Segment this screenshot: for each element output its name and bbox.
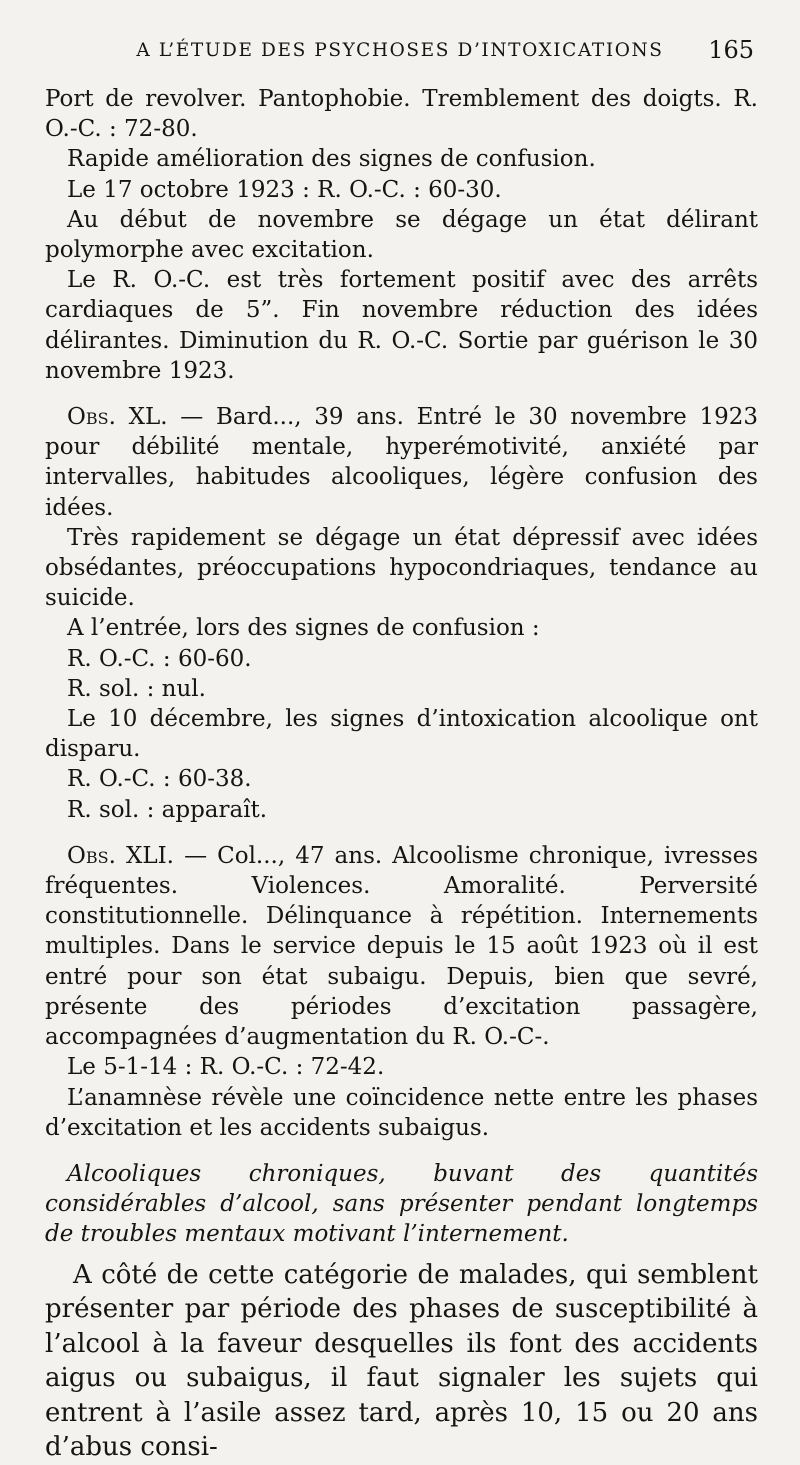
paragraph: Au début de novembre se dégage un état délirant polymorphe avec excitation. (45, 206, 758, 264)
paragraph: Le 17 octobre 1923 : R. O.-C. : 60-30. (67, 176, 502, 203)
large-paragraph-block (45, 1258, 758, 1465)
paragraph: — Col..., 47 ans. Alcoolisme chronique, ivresses fréquentes. Violences. Amoralité. Perversité constitutionnelle. Délinquance à répétition. Internements multiples. Dans le service depuis le 15 août 1923 où il est entré pour son état subaigu. Depuis, bien que sevré, présente des périodes d’excitation passagère, accompagnées d’augmentation du R. O.-C-. (45, 842, 758, 1051)
running-title: A L’ÉTUDE DES PSYCHOSES D’INTOXICATIONS (136, 40, 664, 61)
page-number: 165 (708, 36, 754, 64)
paragraph: R. O.-C. : 60-60. (67, 645, 252, 672)
body-text (45, 84, 758, 1465)
paragraph: Rapide amélioration des signes de confusion. (67, 146, 596, 173)
paragraph: R. sol. : nul. (67, 675, 206, 702)
paragraph: A côté de cette catégorie de malades, qui semblent présenter par période des phases de susceptibilité à l’alcool à la faveur desquelles ils font des accidents aigus ou subaigus, il faut signaler les sujets qui entrent à l’asile assez tard, après 10, 15 ou 20 ans d’abus consi- (45, 1259, 758, 1463)
paragraph: L’anamnèse révèle une coïncidence nette entre les phases d’excitation et les accidents subaigus. (45, 1084, 758, 1141)
page-header (0, 36, 800, 70)
paragraph: Le 10 décembre, les signes d’intoxication alcoolique ont disparu. (45, 706, 758, 763)
paragraph: Le 5-1-14 : R. O.-C. : 72-42. (67, 1054, 385, 1081)
observation-label: Obs. XL. (67, 404, 168, 431)
paragraph: A l’entrée, lors des signes de confusion : (67, 615, 540, 642)
paragraph: — Bard..., 39 ans. Entré le 30 novembre 1923 pour débilité mentale, hyperémotivité, anxiété par intervalles, habitudes alcooliques, légère confusion des idées. (45, 404, 759, 521)
paragraph: Port de revolver. Pantophobie. Tremblement des doigts. R. O.-C. : 72-80. (45, 86, 758, 143)
observation-40 (45, 402, 758, 523)
paragraph: Le R. O.-C. est très fortement positif avec des arrêts cardiaques de 5”. Fin novembre réduction des idées délirantes. Diminution du R. O.-C. Sortie par guérison le 30 novembre 1923. (45, 267, 758, 384)
paragraph: R. O.-C. : 60-38. (67, 766, 252, 793)
paragraph: Très rapidement se dégage un état dépressif avec idées obsédantes, préoccupations hypocondriaques, tendance au suicide. (45, 524, 758, 612)
observation-label: Obs. XLI. (67, 842, 174, 869)
paragraph: R. sol. : apparaît. (67, 796, 268, 823)
section-heading: Alcooliques chroniques, buvant des quantités considérables d’alcool, sans présenter pendant longtemps de troubles mentaux motivant l’internement. (45, 1160, 758, 1248)
observation-41 (45, 841, 758, 1052)
